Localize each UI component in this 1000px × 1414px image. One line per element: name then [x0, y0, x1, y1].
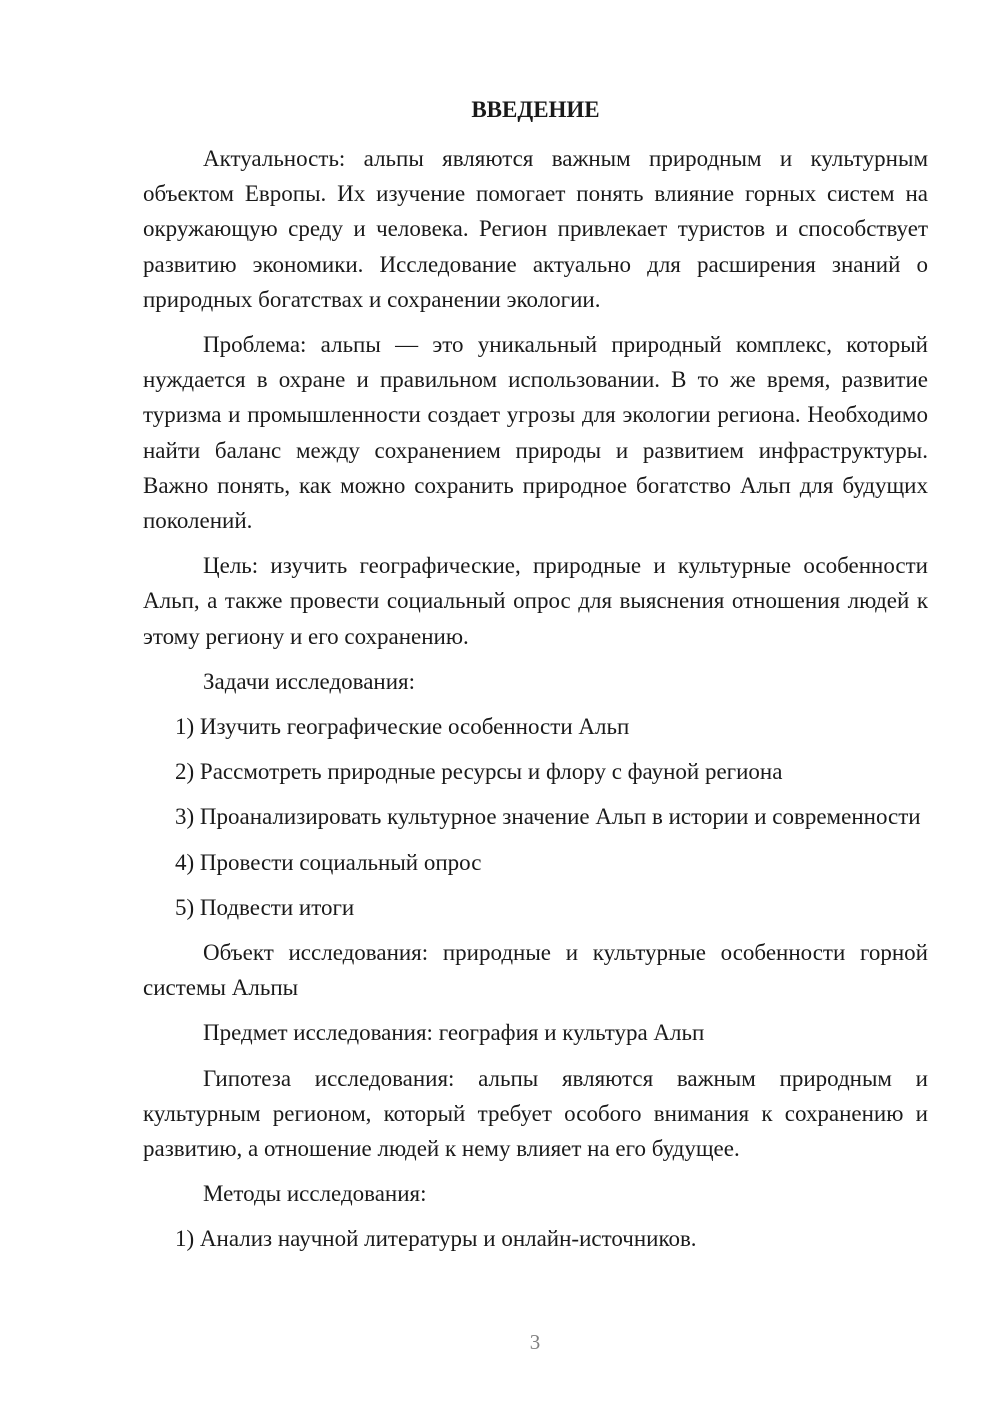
goal-paragraph: Цель: изучить географические, природные и культурные особенности Альп, а также провести социальный опрос для выяснения отношения людей к этому региону и его сохранению.: [143, 553, 928, 649]
task-item-1: 1) Изучить географические особенности Альп: [175, 714, 630, 740]
task-item-5: 5) Подвести итоги: [175, 894, 355, 920]
relevance-paragraph: Актуальность: альпы являются важным природным и культурным объектом Европы. Их изучение помогает понять влияние горных систем на окружающую среду и человека. Регион привлекает туристов и способствует развитию экономики. Исследование актуально для расширения знаний о природных богатствах и сохранении экологии.: [143, 146, 928, 312]
object-paragraph: Объект исследования: природные и культурные особенности горной системы Альпы: [143, 940, 928, 1001]
tasks-title: Задачи исследования:: [203, 668, 416, 694]
page-number: 3: [529, 1330, 541, 1354]
method-item-1: 1) Анализ научной литературы и онлайн-источников.: [175, 1226, 697, 1252]
task-item-4: 4) Провести социальный опрос: [175, 849, 482, 875]
subject-paragraph: Предмет исследования: география и культура Альп: [203, 1020, 705, 1046]
problem-paragraph: Проблема: альпы — это уникальный природный комплекс, который нуждается в охране и правильном использовании. В то же время, развитие туризма и промышленности создает угрозы для экологии региона. Необходимо найти баланс между сохранением природы и развитием инфраструктуры. Важно понять, как можно сохранить природное богатство Альп для будущих поколений.: [143, 332, 928, 534]
document-page: [143, 92, 928, 1257]
section-heading: ВВЕДЕНИЕ: [471, 97, 600, 122]
methods-title: Методы исследования:: [203, 1181, 427, 1207]
hypothesis-paragraph: Гипотеза исследования: альпы являются важным природным и культурным регионом, который требует особого внимания к сохранению и развитию, а отношение людей к нему влияет на его будущее.: [143, 1065, 928, 1162]
task-item-3: 3) Проанализировать культурное значение Альп в истории и современности: [175, 804, 921, 830]
task-item-2: 2) Рассмотреть природные ресурсы и флору с фауной региона: [175, 759, 783, 785]
